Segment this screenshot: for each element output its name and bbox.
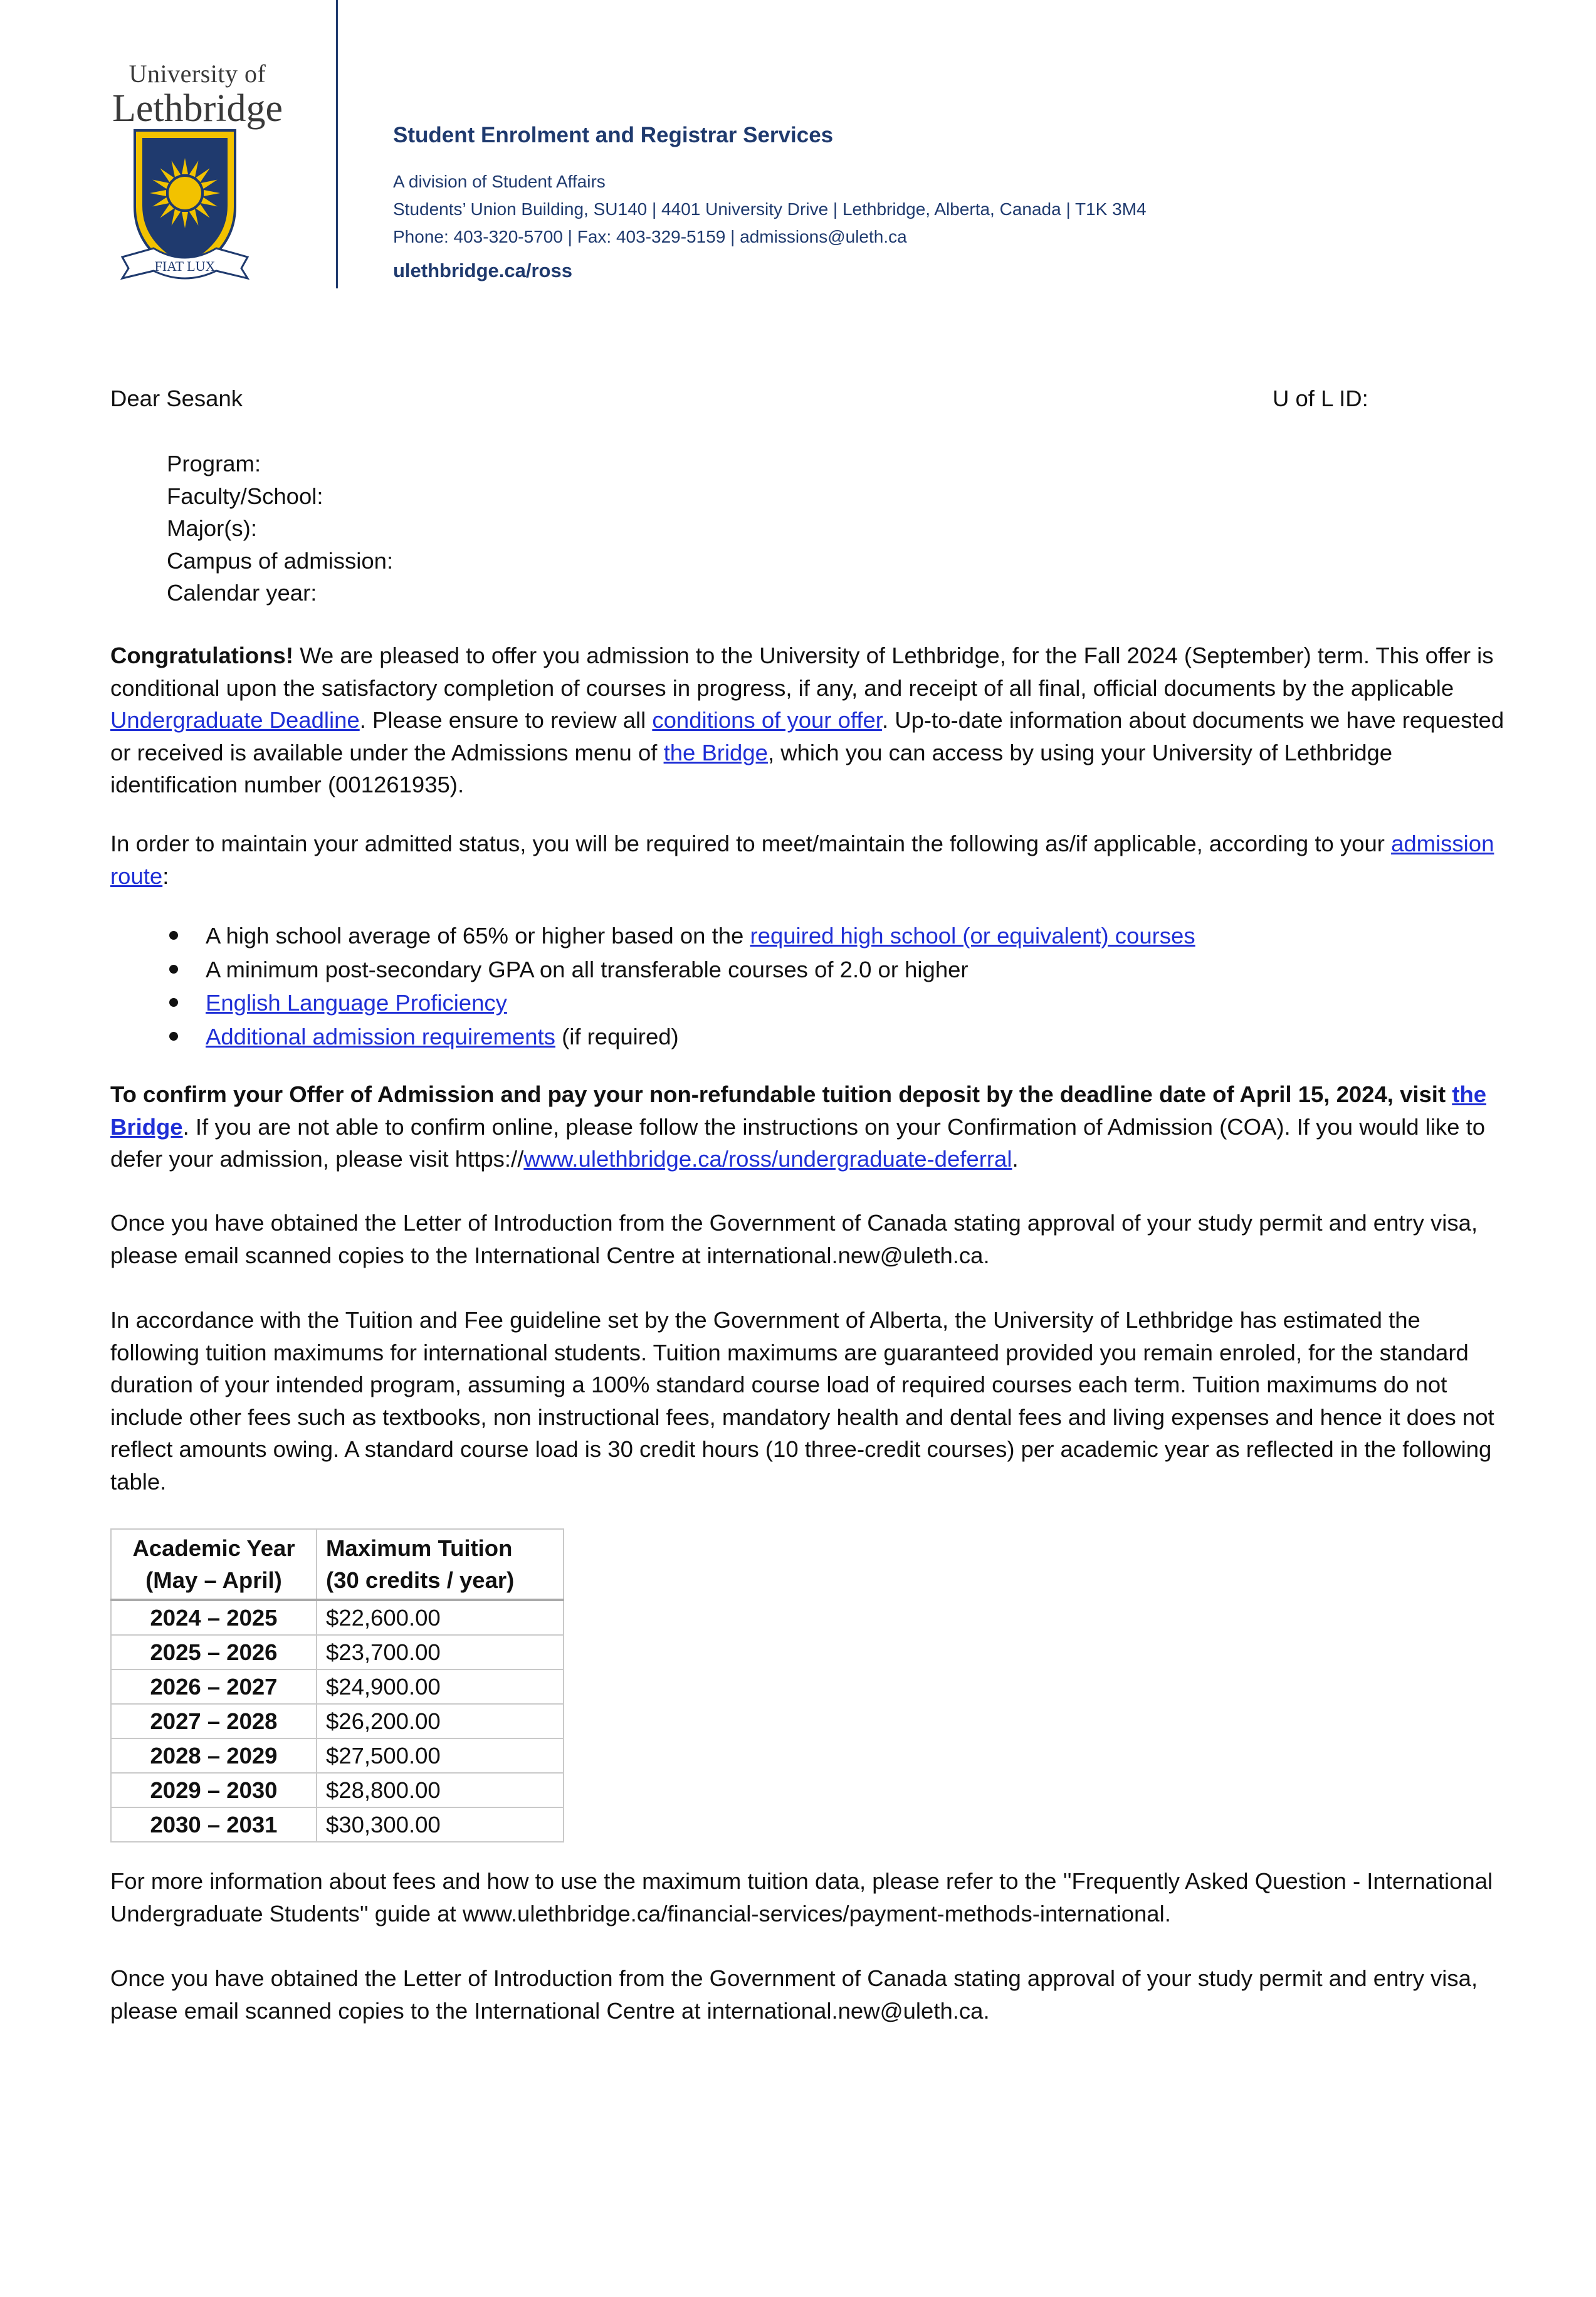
amount-cell: $30,300.00 xyxy=(317,1807,564,1842)
student-id-label: U of L ID: xyxy=(1273,386,1368,411)
address-line: Students’ Union Building, SU140 | 4401 University Drive | Lethbridge, Alberta, Canada | T1K 3M4 xyxy=(393,199,1147,219)
table-row xyxy=(111,1773,564,1807)
office-header xyxy=(393,123,1147,282)
list-item xyxy=(167,953,1195,987)
table-row xyxy=(111,1600,564,1635)
confirm-offer-bold: To confirm your Offer of Admission and pay your non-refundable tuition deposit by the deadline date of April 15, 2024, visit xyxy=(110,1081,1452,1107)
b4-text: (if required) xyxy=(555,1023,679,1049)
fees-info-paragraph: For more information about fees and how to use the maximum tuition data, please refer to the ''Frequently Asked Question - International Undergraduate Students'' guide at www.ulethbridge.ca/financial-services/payment-methods-international. xyxy=(110,1868,1493,1926)
year-cell: 2024 – 2025 xyxy=(111,1600,317,1635)
program-label: Program: xyxy=(167,451,261,476)
office-title: Student Enrolment and Registrar Services xyxy=(393,123,834,147)
salutation: Dear Sesank xyxy=(110,386,243,411)
table-header-row xyxy=(111,1529,564,1600)
division-line: A division of Student Affairs xyxy=(393,172,606,191)
campus-label: Campus of admission: xyxy=(167,547,394,574)
deferral-link[interactable]: www.ulethbridge.ca/ross/undergraduate-deferral xyxy=(523,1146,1012,1172)
tuition-table xyxy=(110,1528,564,1842)
the-bridge-link[interactable]: the Bridge xyxy=(663,739,768,765)
congratulations-paragraph xyxy=(110,639,1508,801)
admitted-status-paragraph xyxy=(110,828,1508,892)
p1-text-4: , which you can access by using your University of Lethbridge identification number (001261935). xyxy=(110,739,1393,797)
confirm-offer-paragraph xyxy=(110,1078,1508,1175)
amount-cell: $22,600.00 xyxy=(317,1600,564,1635)
table-row xyxy=(111,1669,564,1704)
year-cell: 2028 – 2029 xyxy=(111,1738,317,1773)
university-logo xyxy=(107,60,288,129)
p2-text-1: In order to maintain your admitted status, you will be required to meet/maintain the following as/if applicable, according to your xyxy=(110,831,1392,856)
table-row xyxy=(111,1635,564,1669)
requirements-list xyxy=(167,919,1195,1053)
major-label: Major(s): xyxy=(167,515,257,541)
list-item xyxy=(167,1020,1195,1054)
calendar-year-label: Calendar year: xyxy=(167,580,317,606)
crest-motto: FIAT LUX xyxy=(154,258,216,274)
b1-text: A high school average of 65% or higher based on the xyxy=(206,923,750,949)
amount-cell: $28,800.00 xyxy=(317,1773,564,1807)
conditions-of-offer-link[interactable]: conditions of your offer xyxy=(652,707,882,733)
program-details xyxy=(167,448,393,609)
list-item xyxy=(167,919,1195,953)
table-row xyxy=(111,1738,564,1773)
tuition-guideline-paragraph: In accordance with the Tuition and Fee guideline set by the Government of Alberta, the University of Lethbridge has estimated the following tuition maximums for international students. Tuition maximums are guaranteed provided you remain enroled, for the standard duration of your intended program, assuming a 100% standard course load of required courses each term. Tuition maximums do not include other fees such as textbooks, non instructional fees, mandatory health and dental fees and living expenses and hence it does not reflect amounts owing. A standard course load is 30 credit hours (10 three-credit courses) per academic year as reflected in the following table. xyxy=(110,1307,1494,1495)
university-crest-icon xyxy=(116,125,273,282)
year-cell: 2027 – 2028 xyxy=(111,1704,317,1738)
p1-text-2: . Please ensure to review all xyxy=(359,707,653,733)
list-item xyxy=(167,986,1195,1020)
table-row xyxy=(111,1807,564,1842)
undergraduate-deadline-link[interactable]: Undergraduate Deadline xyxy=(110,707,360,733)
p2-text-2: : xyxy=(162,863,169,889)
table-row xyxy=(111,1704,564,1738)
year-cell: 2025 – 2026 xyxy=(111,1635,317,1669)
admission-route-link[interactable]: admission route xyxy=(110,831,1494,889)
p1-text-3: . Up-to-date information about documents we have requested or received is available under the Admissions menu of xyxy=(110,707,1504,765)
contact-line: Phone: 403-320-5700 | Fax: 403-329-5159 | admissions@uleth.ca xyxy=(393,227,907,246)
amount-cell: $23,700.00 xyxy=(317,1635,564,1669)
amount-cell: $26,200.00 xyxy=(317,1704,564,1738)
year-cell: 2030 – 2031 xyxy=(111,1807,317,1842)
amount-cell: $27,500.00 xyxy=(317,1738,564,1773)
year-cell: 2029 – 2030 xyxy=(111,1773,317,1807)
congratulations-heading: Congratulations! xyxy=(110,643,293,668)
the-bridge-confirm-link[interactable]: the Bridge xyxy=(110,1081,1486,1140)
logo-line1: University of xyxy=(129,60,266,88)
office-website: ulethbridge.ca/ross xyxy=(393,260,572,281)
letter-of-introduction-paragraph: Once you have obtained the Letter of Introduction from the Government of Canada stating approval of your study permit and entry visa, please email scanned copies to the International Centre at international.new@uleth.ca. xyxy=(110,1210,1478,1268)
p3-text-1: . If you are not able to confirm online, please follow the instructions on your Confirmation of Admission (COA). If you would like to defer your admission, please visit https:// xyxy=(110,1113,1486,1172)
maximum-tuition-header: Maximum Tuition (30 credits / year) xyxy=(317,1529,564,1600)
year-cell: 2026 – 2027 xyxy=(111,1669,317,1704)
p1-text-1: We are pleased to offer you admission to the University of Lethbridge, for the Fall 2024 (September) term. This offer is conditional upon the satisfactory completion of courses in progress, if any, and receipt of all final, official documents by the applicable xyxy=(110,643,1494,701)
english-proficiency-link[interactable]: English Language Proficiency xyxy=(206,990,507,1016)
p3-text-2: . xyxy=(1012,1146,1019,1172)
logo-line2: Lethbridge xyxy=(112,87,283,130)
faculty-label: Faculty/School: xyxy=(167,483,323,509)
academic-year-header: Academic Year (May – April) xyxy=(111,1529,317,1600)
additional-requirements-link[interactable]: Additional admission requirements xyxy=(206,1023,555,1049)
b2-text: A minimum post-secondary GPA on all transferable courses of 2.0 or higher xyxy=(206,956,969,982)
amount-cell: $24,900.00 xyxy=(317,1669,564,1704)
header-divider xyxy=(336,0,338,288)
required-courses-link[interactable]: required high school (or equivalent) courses xyxy=(750,923,1195,949)
closing-introduction-paragraph: Once you have obtained the Letter of Introduction from the Government of Canada stating approval of your study permit and entry visa, please email scanned copies to the International Centre at international.new@uleth.ca. xyxy=(110,1965,1478,2024)
